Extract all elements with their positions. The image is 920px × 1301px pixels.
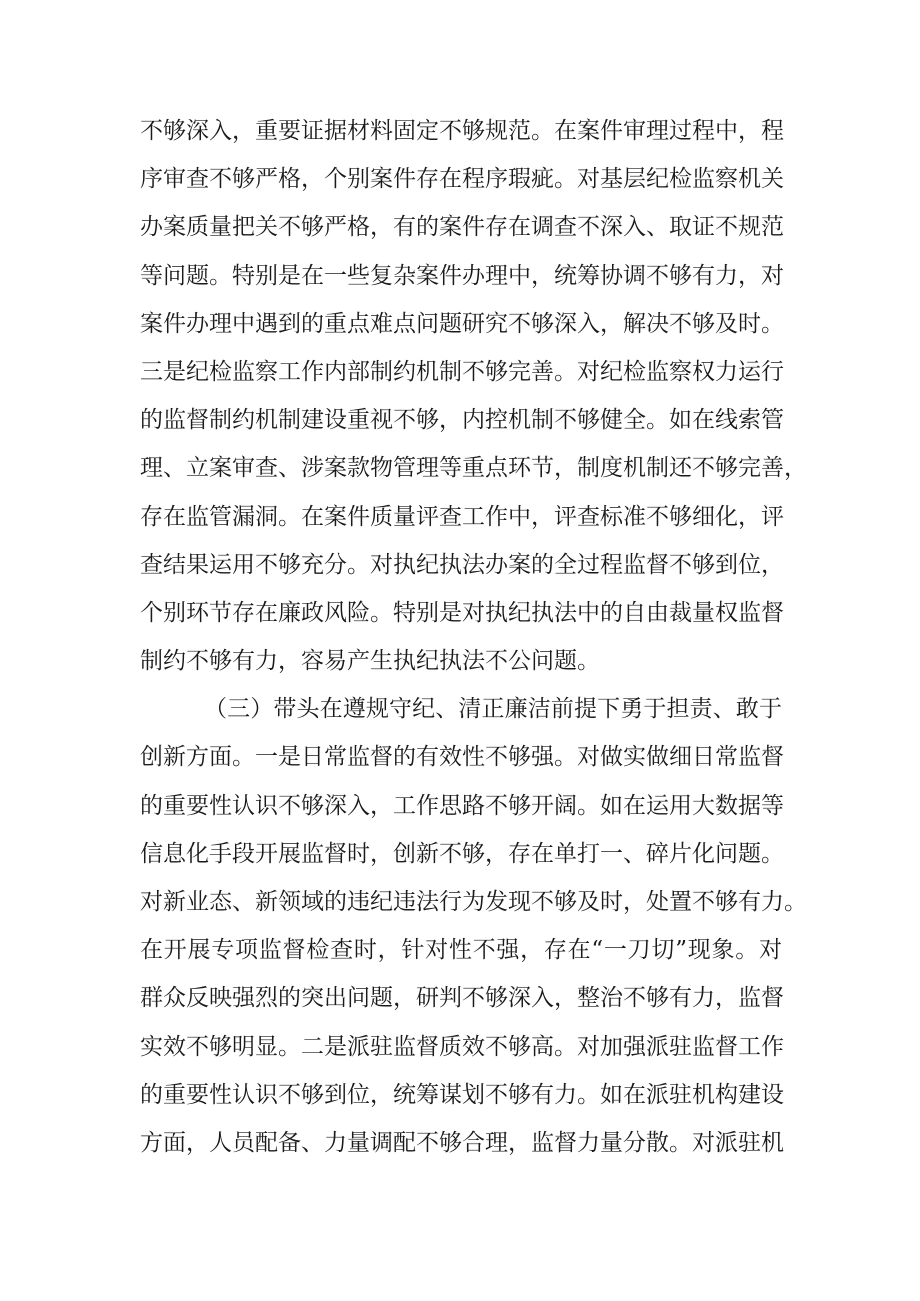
- text-line: 办案质量把关不够严格，有的案件存在调查不深入、取证不规范: [140, 214, 784, 241]
- text-line: 群众反映强烈的突出问题，研判不够深入，整治不够有力，监督: [140, 985, 784, 1012]
- text-line: 个别环节存在廉政风险。特别是对执纪执法中的自由裁量权监督: [140, 599, 784, 626]
- text-line: 查结果运用不够充分。对执纪执法办案的全过程监督不够到位，: [140, 551, 784, 578]
- text-line: 三是纪检监察工作内部制约机制不够完善。对纪检监察权力运行: [140, 358, 784, 385]
- text-line: 等问题。特别是在一些复杂案件办理中，统筹协调不够有力，对: [140, 262, 784, 289]
- text-line: 的重要性认识不够到位，统筹谋划不够有力。如在派驻机构建设: [140, 1081, 784, 1108]
- text-line: 方面，人员配备、力量调配不够合理，监督力量分散。对派驻机: [140, 1129, 784, 1156]
- text-line: （三）带头在遵规守纪、清正廉洁前提下勇于担责、敢于: [204, 696, 782, 723]
- document-body: [140, 107, 807, 1167]
- text-line: 的重要性认识不够深入，工作思路不够开阔。如在运用大数据等: [140, 792, 784, 819]
- text-line: 序审查不够严格，个别案件存在程序瑕疵。对基层纪检监察机关: [140, 166, 784, 193]
- text-line: 案件办理中遇到的重点难点问题研究不够深入，解决不够及时。: [140, 310, 784, 337]
- text-line: 信息化手段开展监督时，创新不够，存在单打一、碎片化问题。: [140, 840, 784, 867]
- text-line: 对新业态、新领域的违纪违法行为发现不够及时，处置不够有力。: [140, 889, 807, 915]
- text-line: 不够深入，重要证据材料固定不够规范。在案件审理过程中，程: [140, 118, 784, 144]
- text-line: 创新方面。一是日常监督的有效性不够强。对做实做细日常监督: [140, 744, 784, 771]
- text-line: 理、立案审查、涉案款物管理等重点环节，制度机制还不够完善，: [140, 455, 807, 482]
- text-line: 的监督制约机制建设重视不够，内控机制不够健全。如在线索管: [140, 407, 784, 434]
- text-line: 在开展专项监督检查时，针对性不强，存在“一刀切”现象。对: [140, 937, 782, 964]
- text-line: 实效不够明显。二是派驻监督质效不够高。对加强派驻监督工作: [140, 1033, 784, 1060]
- text-line: 存在监管漏洞。在案件质量评查工作中，评查标准不够细化，评: [140, 503, 784, 530]
- text-line: 制约不够有力，容易产生执纪执法不公问题。: [140, 648, 600, 675]
